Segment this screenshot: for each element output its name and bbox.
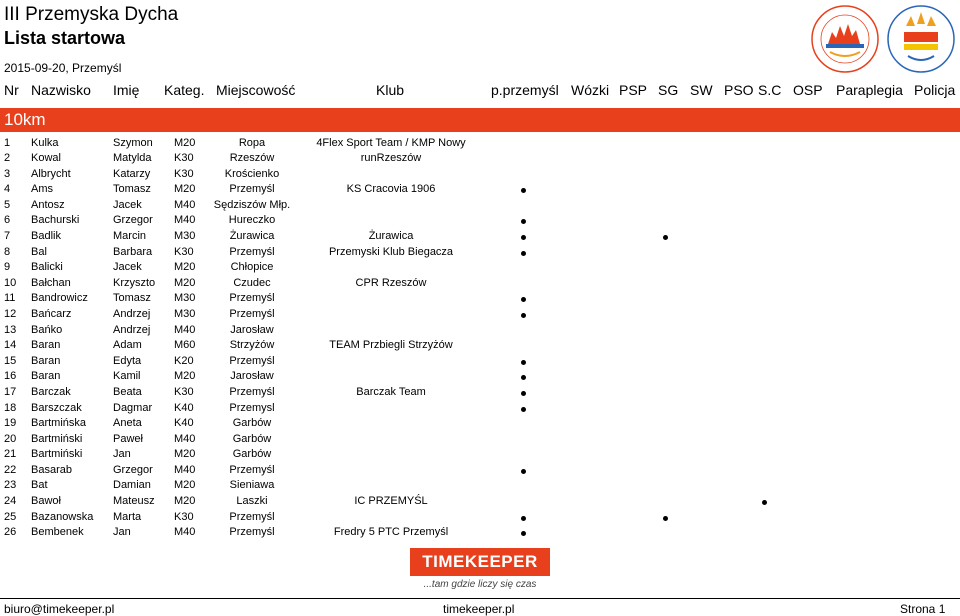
table-row <box>0 510 960 526</box>
start-list <box>0 136 960 541</box>
cell-club: Żurawica <box>368 229 414 242</box>
pprzemysl-dot <box>521 188 526 193</box>
pprzemysl-dot <box>521 407 526 412</box>
cell-city: Garbów <box>232 417 272 430</box>
timekeeper-brand: TIMEKEEPER <box>422 552 538 571</box>
cell-surname: Albrycht <box>31 167 71 180</box>
cell-nr: 1 <box>4 137 11 149</box>
cell-category: K30 <box>174 152 194 164</box>
footer-divider <box>0 598 960 599</box>
table-row <box>0 463 960 479</box>
pprzemysl-dot <box>521 360 526 365</box>
cell-city: Ropa <box>238 137 266 149</box>
cell-name: Jacek <box>113 261 142 274</box>
cell-surname: Bartmińska <box>31 417 87 430</box>
table-row <box>0 323 960 339</box>
cell-club: IC PRZEMYŚL <box>354 495 428 508</box>
col-city: Miejscowość <box>216 82 296 98</box>
cell-surname: Barczak <box>31 385 71 398</box>
cell-club: KS Cracovia 1906 <box>346 183 436 196</box>
cell-name: Krzyszto <box>113 276 156 289</box>
column-headers <box>0 82 960 100</box>
cell-nr: 12 <box>4 307 17 320</box>
cell-nr: 18 <box>4 401 17 414</box>
col-surname: Nazwisko <box>31 82 91 98</box>
cell-city: Krościenko <box>224 167 280 180</box>
table-row <box>0 354 960 370</box>
cell-category: M40 <box>174 526 196 539</box>
pprzemysl-dot <box>521 251 526 256</box>
cell-nr: 17 <box>4 385 17 398</box>
table-row <box>0 291 960 307</box>
cell-nr: 19 <box>4 417 17 430</box>
cell-nr: 2 <box>4 152 11 164</box>
cell-category: M20 <box>174 370 196 383</box>
cell-city: Przemyśl <box>229 307 275 320</box>
pso-dot <box>762 500 767 505</box>
cell-name: Tomasz <box>113 292 151 305</box>
cell-city: Przemyśl <box>229 385 275 398</box>
cell-city: Przemyśl <box>229 526 275 539</box>
cell-name: Jan <box>113 526 131 539</box>
cell-category: K30 <box>174 510 194 523</box>
col-sc: S.C <box>758 82 782 98</box>
cell-nr: 5 <box>4 198 11 211</box>
pprzemysl-dot <box>521 531 526 536</box>
col-sw: SW <box>690 82 713 98</box>
cell-city: Hureczko <box>228 214 276 227</box>
cell-name: Edyta <box>113 354 142 367</box>
cell-city: Rzeszów <box>229 152 275 164</box>
pprzemysl-dot <box>521 313 526 318</box>
col-policja: Policja <box>914 82 956 98</box>
cell-nr: 10 <box>4 276 17 289</box>
event-title: III Przemyska Dycha <box>4 4 179 25</box>
col-osp: OSP <box>793 82 823 98</box>
list-title: Lista startowa <box>4 28 126 48</box>
table-row <box>0 151 960 167</box>
table-row <box>0 494 960 510</box>
cell-category: M40 <box>174 214 196 227</box>
table-row <box>0 525 960 541</box>
cell-surname: Ams <box>31 183 53 196</box>
cell-name: Andrzej <box>113 307 151 320</box>
table-row <box>0 307 960 323</box>
cell-surname: Bat <box>31 479 48 492</box>
cell-city: Przemyśl <box>229 510 275 523</box>
cell-club: CPR Rzeszów <box>355 276 427 289</box>
table-row <box>0 338 960 354</box>
cell-nr: 8 <box>4 245 11 258</box>
section-10km <box>0 108 960 132</box>
footer-page: Strona 1 <box>900 602 946 616</box>
table-row <box>0 136 960 151</box>
table-row <box>0 260 960 276</box>
cell-name: Kamil <box>113 370 141 383</box>
col-wozki: Wózki <box>571 82 610 98</box>
col-club: Klub <box>376 82 405 98</box>
pprzemysl-dot <box>521 516 526 521</box>
table-row <box>0 229 960 245</box>
cell-category: K40 <box>174 417 194 430</box>
cell-name: Mateusz <box>113 495 155 508</box>
cell-category: M20 <box>174 261 196 274</box>
cell-city: Garbów <box>232 448 272 461</box>
cell-surname: Bembenek <box>31 526 84 539</box>
pprzemysl-dot <box>521 297 526 302</box>
pprzemysl-dot <box>521 219 526 224</box>
przemyska-dycha-run-logo <box>884 2 958 76</box>
cell-club: 4Flex Sport Team / KMP Nowy <box>316 137 466 149</box>
cell-name: Dagmar <box>113 401 153 414</box>
table-row <box>0 167 960 183</box>
table-row <box>0 416 960 432</box>
cell-city: Czudec <box>233 276 271 289</box>
date-place: 2015-09-20, Przemyśl <box>4 61 122 75</box>
cell-city: Strzyżów <box>229 339 275 352</box>
cell-name: Adam <box>113 339 142 352</box>
cell-nr: 4 <box>4 183 11 196</box>
cell-category: K30 <box>174 385 194 398</box>
col-pso: PSO <box>724 82 754 98</box>
cell-surname: Kowal <box>31 152 61 164</box>
przemyska-dycha-club-logo <box>808 2 882 76</box>
cell-surname: Bandrowicz <box>31 292 88 305</box>
cell-city: Przemysl <box>229 401 275 414</box>
cell-surname: Bartmiński <box>31 432 83 445</box>
cell-category: M20 <box>174 495 196 508</box>
wozki-dot <box>663 235 668 240</box>
cell-category: M40 <box>174 323 196 336</box>
cell-name: Marcin <box>113 229 147 242</box>
cell-city: Przemyśl <box>229 463 275 476</box>
cell-nr: 16 <box>4 370 17 383</box>
cell-category: M20 <box>174 276 196 289</box>
cell-category: M60 <box>174 339 196 352</box>
table-row <box>0 432 960 448</box>
cell-category: M40 <box>174 432 196 445</box>
cell-city: Sędziszów Młp. <box>213 198 291 211</box>
cell-nr: 26 <box>4 526 17 539</box>
cell-surname: Basarab <box>31 463 72 476</box>
cell-surname: Bal <box>31 245 47 258</box>
cell-name: Andrzej <box>113 323 151 336</box>
cell-nr: 7 <box>4 229 11 242</box>
footer-site: timekeeper.pl <box>443 602 515 616</box>
cell-nr: 21 <box>4 448 17 461</box>
pprzemysl-dot <box>521 469 526 474</box>
cell-nr: 25 <box>4 510 17 523</box>
cell-nr: 3 <box>4 167 11 180</box>
cell-club: Fredry 5 PTC Przemyśl <box>333 526 449 539</box>
cell-surname: Bartmiński <box>31 448 83 461</box>
cell-city: Chłopice <box>230 261 274 274</box>
cell-category: M30 <box>174 229 196 242</box>
cell-city: Sieniawa <box>229 479 275 492</box>
cell-name: Grzegor <box>113 214 153 227</box>
cell-nr: 14 <box>4 339 17 352</box>
cell-surname: Baran <box>31 354 61 367</box>
cell-surname: Barszczak <box>31 401 82 414</box>
cell-name: Damian <box>113 479 151 492</box>
cell-category: M30 <box>174 307 196 320</box>
cell-surname: Badlik <box>31 229 61 242</box>
cell-nr: 22 <box>4 463 17 476</box>
cell-name: Szymon <box>113 137 153 149</box>
cell-name: Marta <box>113 510 142 523</box>
cell-name: Beata <box>113 385 142 398</box>
cell-city: Przemyśl <box>229 245 275 258</box>
col-psp: PSP <box>619 82 648 98</box>
cell-city: Jarosław <box>230 370 274 383</box>
cell-name: Matylda <box>113 152 152 164</box>
footer-email: biuro@timekeeper.pl <box>4 602 115 616</box>
cell-name: Katarzy <box>113 167 151 180</box>
pprzemysl-dot <box>521 391 526 396</box>
table-row <box>0 385 960 401</box>
cell-nr: 13 <box>4 323 17 336</box>
cell-category: K20 <box>174 354 194 367</box>
cell-name: Tomasz <box>113 183 151 196</box>
cell-surname: Antosz <box>31 198 65 211</box>
table-row <box>0 401 960 417</box>
col-paraplegia: Paraplegia <box>836 82 903 98</box>
cell-city: Garbów <box>232 432 272 445</box>
cell-surname: Baran <box>31 339 61 352</box>
cell-city: Jarosław <box>230 323 274 336</box>
cell-surname: Baran <box>31 370 61 383</box>
col-nr: Nr <box>4 82 19 98</box>
table-row <box>0 198 960 214</box>
table-row <box>0 276 960 292</box>
col-name: Imię <box>113 82 140 98</box>
cell-category: K30 <box>174 167 194 180</box>
cell-nr: 24 <box>4 495 17 508</box>
cell-surname: Bańcarz <box>31 307 72 320</box>
cell-city: Przemyśl <box>229 183 275 196</box>
timekeeper-tagline: ...tam gdzie liczy się czas <box>423 579 537 590</box>
cell-name: Barbara <box>113 245 153 258</box>
cell-category: M20 <box>174 183 196 196</box>
table-row <box>0 245 960 261</box>
cell-category: M40 <box>174 463 196 476</box>
cell-name: Grzegor <box>113 463 153 476</box>
pprzemysl-dot <box>521 235 526 240</box>
pprzemysl-dot <box>521 375 526 380</box>
cell-city: Przemyśl <box>229 354 275 367</box>
table-row <box>0 182 960 198</box>
cell-nr: 23 <box>4 479 17 492</box>
timekeeper-logo <box>410 548 550 594</box>
col-category: Kateg. <box>164 82 205 98</box>
section-label: 10km <box>4 110 46 129</box>
cell-category: M20 <box>174 479 196 492</box>
cell-name: Aneta <box>113 417 142 430</box>
col-pprzemysl: p.przemyśl <box>491 82 559 98</box>
col-sg: SG <box>658 82 679 98</box>
cell-surname: Bałchan <box>31 276 71 289</box>
cell-nr: 15 <box>4 354 17 367</box>
cell-surname: Kulka <box>31 137 59 149</box>
cell-category: K40 <box>174 401 194 414</box>
cell-category: M40 <box>174 198 196 211</box>
cell-nr: 11 <box>4 292 16 305</box>
cell-club: TEAM Przbiegli Strzyżów <box>329 339 453 352</box>
cell-name: Paweł <box>113 432 143 445</box>
cell-club: Barczak Team <box>356 385 426 398</box>
cell-city: Przemyśl <box>229 292 275 305</box>
table-row <box>0 369 960 385</box>
cell-surname: Bawoł <box>31 495 61 508</box>
cell-category: M20 <box>174 137 196 149</box>
table-row <box>0 447 960 463</box>
cell-surname: Bachurski <box>31 214 80 227</box>
cell-nr: 6 <box>4 214 11 227</box>
wozki-dot <box>663 516 668 521</box>
cell-nr: 20 <box>4 432 17 445</box>
cell-club: runRzeszów <box>360 152 422 164</box>
cell-category: M20 <box>174 448 196 461</box>
cell-surname: Bańko <box>31 323 63 336</box>
table-row <box>0 213 960 229</box>
cell-nr: 9 <box>4 261 11 274</box>
cell-name: Jacek <box>113 198 142 211</box>
table-row <box>0 478 960 494</box>
cell-city: Laszki <box>236 495 268 508</box>
cell-club: Przemyski Klub Biegacza <box>328 245 454 258</box>
cell-name: Jan <box>113 448 131 461</box>
cell-city: Żurawica <box>229 229 275 242</box>
cell-surname: Balicki <box>31 261 63 274</box>
cell-surname: Bazanowska <box>31 510 94 523</box>
cell-category: M30 <box>174 292 196 305</box>
cell-category: K30 <box>174 245 194 258</box>
